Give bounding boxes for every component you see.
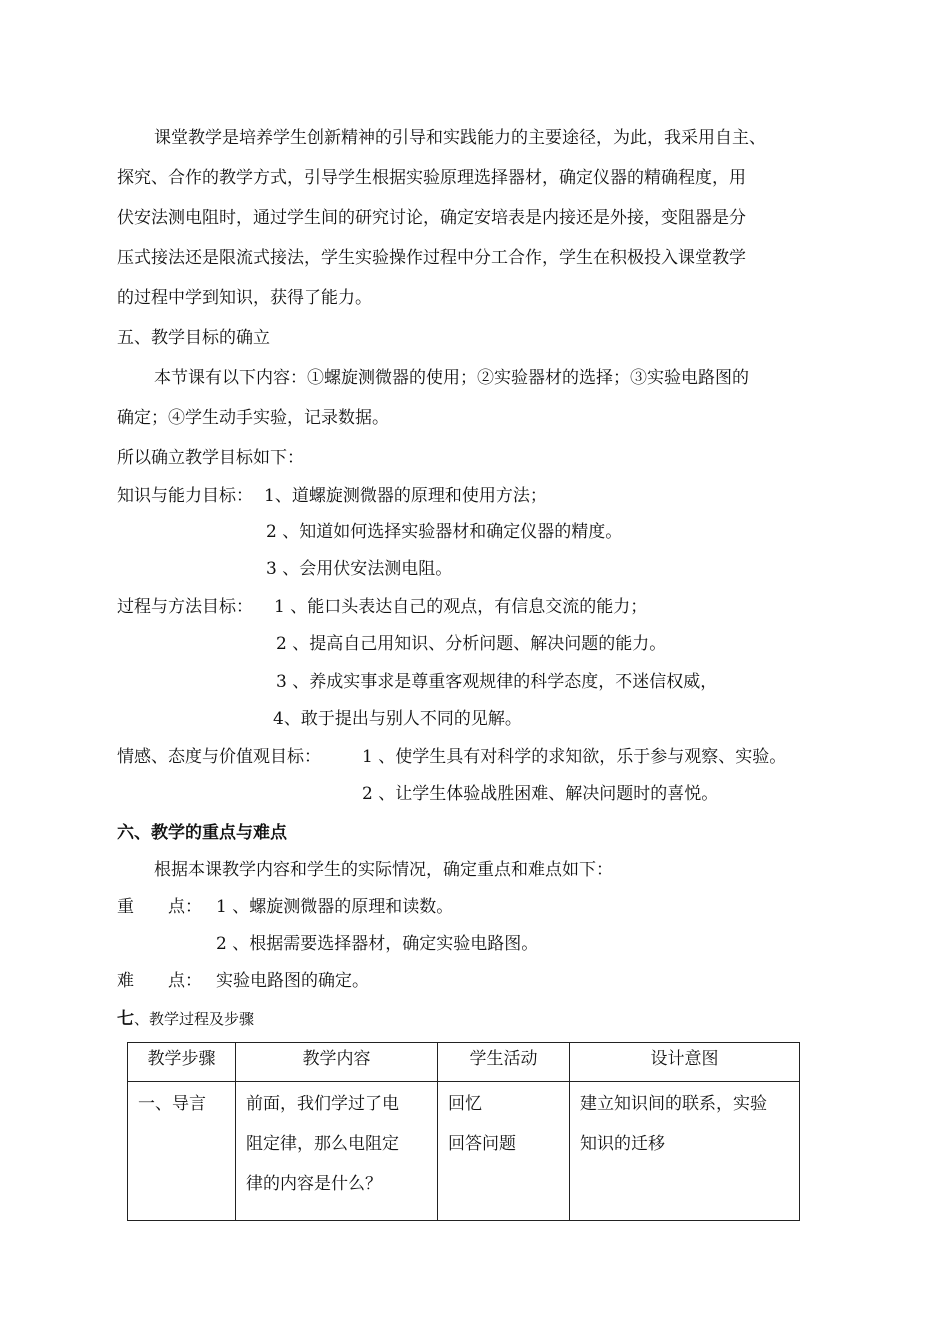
cell-step — [128, 1082, 236, 1221]
knowledge-item-3: 3 、会用伏安法测电阻。 — [266, 559, 453, 579]
teaching-steps-table — [127, 1042, 800, 1221]
intro-line-1: 课堂教学是培养学生创新精神的引导和实践能力的主要途径，为此，我采用自主、 — [154, 128, 766, 148]
emotion-item-1: 1 、使学生具有对科学的求知欲，乐于参与观察、实验。 — [362, 747, 787, 767]
section5-lead: 所以确立教学目标如下： — [117, 448, 304, 468]
process-item-3: 3 、养成实事求是尊重客观规律的科学态度，不迷信权威， — [276, 672, 718, 692]
cell-content — [236, 1082, 438, 1221]
section7-heading-number: 七 — [117, 1009, 134, 1029]
intro-line-4: 压式接法还是限流式接法，学生实验操作过程中分工合作，学生在积极投入课堂教学 — [117, 248, 746, 268]
content-line: 前面，我们学过了电 — [246, 1094, 399, 1114]
header-intent: 设计意图 — [570, 1043, 800, 1082]
section5-heading: 五、教学目标的确立 — [117, 328, 270, 348]
key-item-2: 2 、根据需要选择器材，确定实验电路图。 — [216, 934, 539, 954]
key-label: 重 点： — [117, 897, 202, 917]
header-activity: 学生活动 — [438, 1043, 570, 1082]
intro-line-3: 伏安法测电阻时，通过学生间的研究讨论，确定安培表是内接还是外接，变阻器是分 — [117, 208, 746, 228]
knowledge-label: 知识与能力目标： — [117, 486, 253, 506]
activity-line: 回答问题 — [448, 1134, 516, 1154]
content-line: 阻定律，那么电阻定 — [246, 1134, 399, 1154]
section5-content-2: 确定；④学生动手实验，记录数据。 — [117, 408, 389, 428]
cell-activity — [438, 1082, 570, 1221]
section7-heading — [117, 1008, 254, 1030]
key-item-1: 1 、螺旋测微器的原理和读数。 — [216, 897, 454, 917]
emotion-item-2: 2 、让学生体验战胜困难、解决问题时的喜悦。 — [362, 784, 719, 804]
step-text: 一、导言 — [138, 1094, 206, 1114]
intro-line-2: 探究、合作的教学方式，引导学生根据实验原理选择器材，确定仪器的精确程度，用 — [117, 168, 746, 188]
difficult-label: 难 点： — [117, 971, 202, 991]
process-item-4: 4、敢于提出与别人不同的见解。 — [273, 709, 522, 729]
header-step: 教学步骤 — [128, 1043, 236, 1082]
table-row — [128, 1082, 800, 1221]
cell-intent — [570, 1082, 800, 1221]
knowledge-item-1: 1、道螺旋测微器的原理和使用方法； — [264, 486, 547, 506]
difficult-item: 实验电路图的确定。 — [216, 971, 369, 991]
table-header-row — [128, 1043, 800, 1082]
section6-lead: 根据本课教学内容和学生的实际情况，确定重点和难点如下： — [154, 860, 613, 880]
process-label: 过程与方法目标： — [117, 597, 253, 617]
process-item-1: 1 、能口头表达自己的观点，有信息交流的能力； — [274, 597, 648, 617]
intent-line: 建立知识间的联系，实验 — [580, 1094, 767, 1114]
knowledge-item-2: 2 、知道如何选择实验器材和确定仪器的精度。 — [266, 522, 623, 542]
process-item-2: 2 、提高自己用知识、分析问题、解决问题的能力。 — [276, 634, 667, 654]
section7-heading-text: 、教学过程及步骤 — [134, 1010, 255, 1028]
header-content: 教学内容 — [236, 1043, 438, 1082]
emotion-label: 情感、态度与价值观目标： — [117, 747, 321, 767]
activity-line: 回忆 — [448, 1094, 482, 1114]
section5-content-1: 本节课有以下内容：①螺旋测微器的使用；②实验器材的选择；③实验电路图的 — [154, 368, 749, 388]
content-line: 律的内容是什么？ — [246, 1174, 382, 1194]
intent-line: 知识的迁移 — [580, 1134, 665, 1154]
section6-heading: 六、教学的重点与难点 — [117, 823, 287, 843]
intro-line-5: 的过程中学到知识，获得了能力。 — [117, 288, 372, 308]
